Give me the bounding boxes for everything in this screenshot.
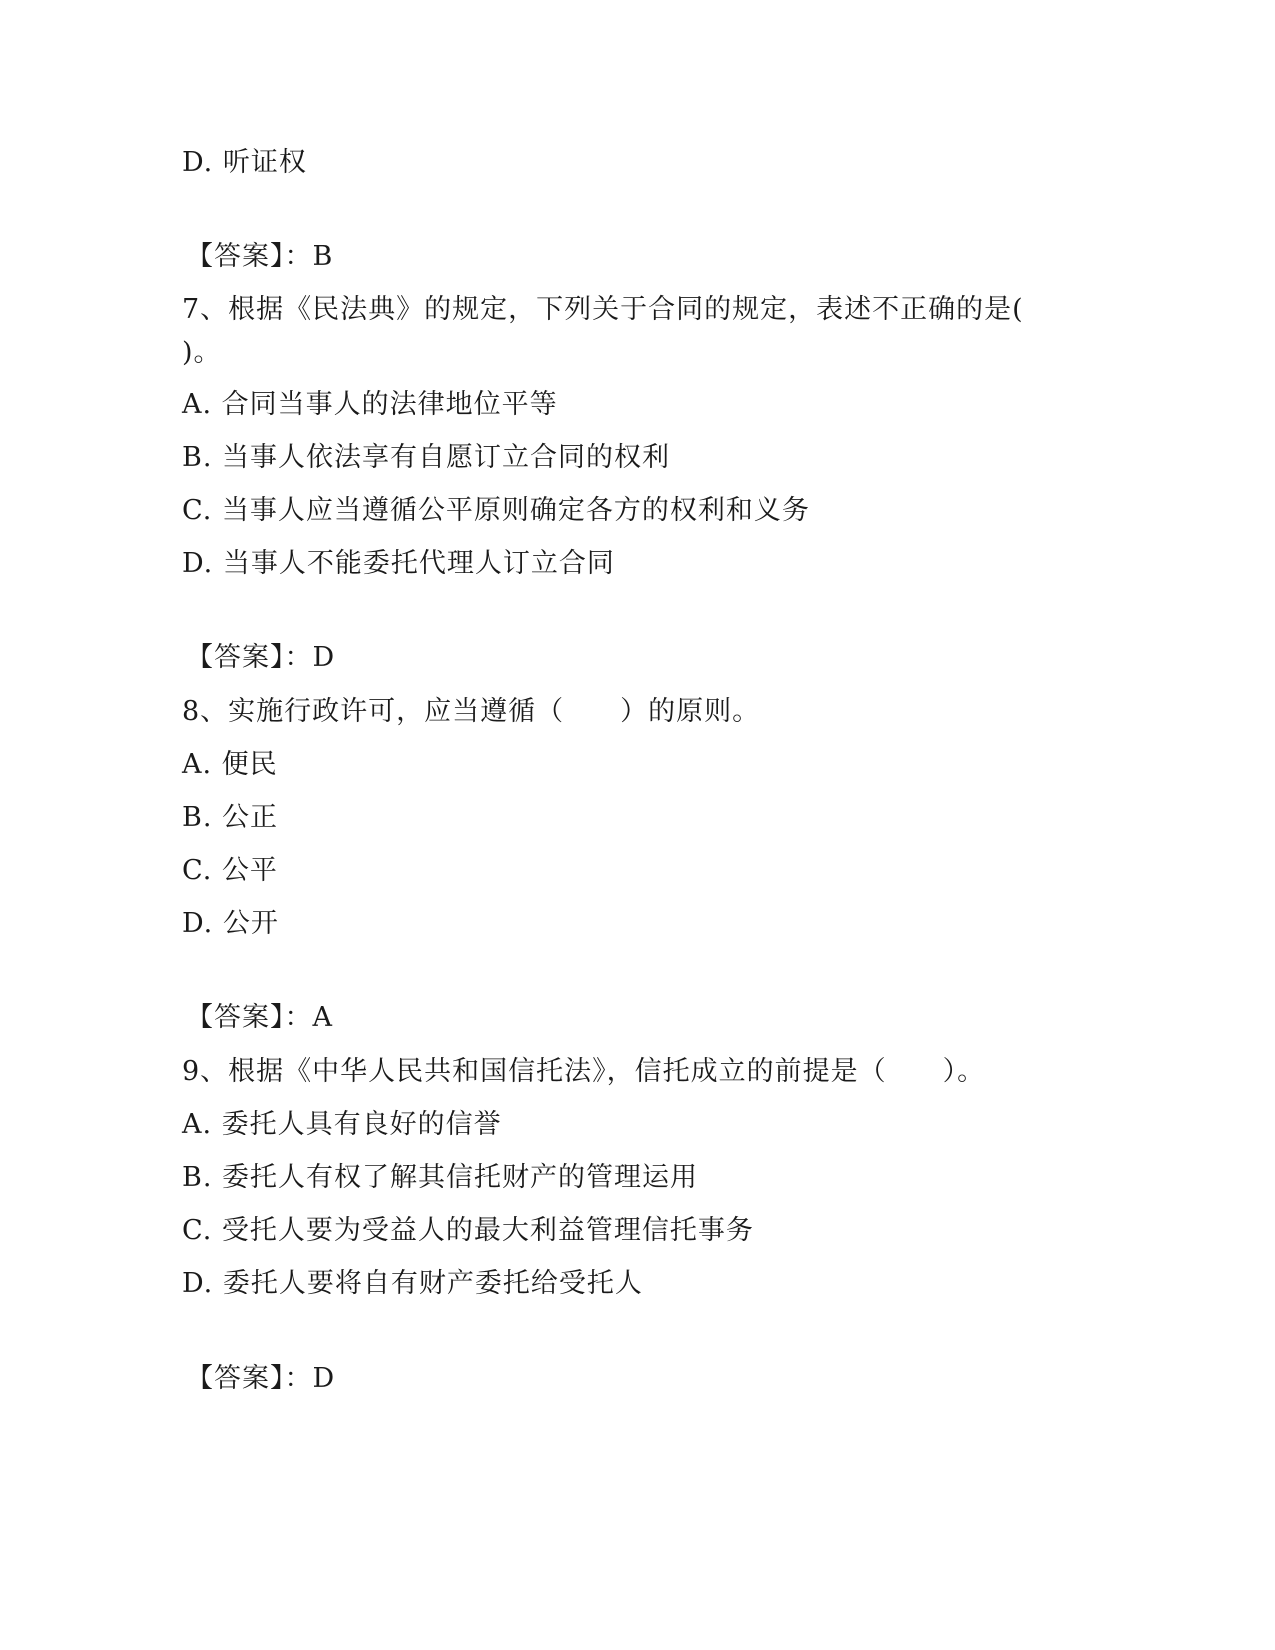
- q7-stem-line1: 7、根据《民法典》的规定，下列关于合同的规定，表述不正确的是(: [182, 294, 1024, 325]
- q7-option-d: D. 当事人不能委托代理人订立合同: [182, 548, 615, 579]
- q8-option-a: A. 便民: [182, 749, 278, 780]
- q9-option-a: A. 委托人具有良好的信誉: [182, 1109, 502, 1140]
- q9-option-d: D. 委托人要将自有财产委托给受托人: [182, 1268, 643, 1299]
- q8-option-d: D. 公开: [182, 908, 279, 939]
- q9-stem: 9、根据《中华人民共和国信托法》，信托成立的前提是（ ）。: [182, 1056, 986, 1087]
- q6-answer: 【答案】：B: [186, 241, 334, 272]
- q7-option-c: C. 当事人应当遵循公平原则确定各方的权利和义务: [182, 495, 810, 526]
- q7-answer: 【答案】：D: [186, 642, 336, 673]
- q9-option-b: B. 委托人有权了解其信托财产的管理运用: [182, 1162, 699, 1193]
- q8-answer: 【答案】：A: [186, 1002, 333, 1033]
- q7-option-b: B. 当事人依法享有自愿订立合同的权利: [182, 442, 671, 473]
- q8-option-c: C. 公平: [182, 855, 278, 886]
- q7-option-a: A. 合同当事人的法律地位平等: [182, 389, 558, 420]
- q9-answer: 【答案】：D: [186, 1363, 336, 1394]
- q8-option-b: B. 公正: [182, 802, 279, 833]
- q9-option-c: C. 受托人要为受益人的最大利益管理信托事务: [182, 1215, 754, 1246]
- q6-option-d: D. 听证权: [182, 147, 307, 178]
- q7-stem-line2: )。: [182, 337, 222, 368]
- q8-stem: 8、实施行政许可，应当遵循（ ）的原则。: [182, 696, 761, 727]
